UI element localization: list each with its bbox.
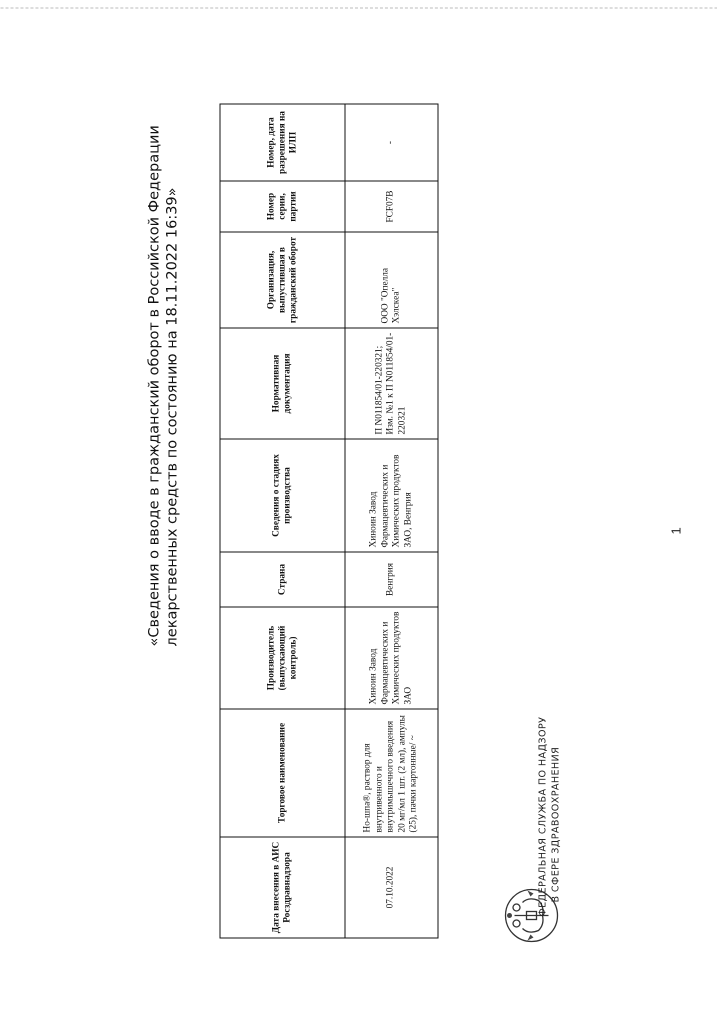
cell-entry-date: 07.10.2022 [345,837,438,938]
document-title-line-1: «Сведения о вводе в гражданский оборот в Российской Федерации [146,124,162,646]
cell-country: Венгрия [345,552,438,607]
cell-batch-number: FCF07B [345,181,438,232]
header-trade-name: Торговое наименование [220,709,345,837]
cell-regulatory-docs: П N011854/01-220321; Изм. №1 к П N011854/01-220321 [345,328,438,439]
header-regulatory-docs: Нормативная документация [220,328,345,439]
document-title [145,124,181,646]
document-title-line-2: лекарственных средств по состоянию на 18.11.2022 16:39» [164,186,180,646]
header-entry-date: Дата внесения в АИС Росздравнадзора [220,837,345,938]
header-country: Страна [220,552,345,607]
header-batch-number: Номер серии, партии [220,181,345,232]
header-manufacturer: Производитель (выпускающий контроль) [220,607,345,709]
cell-production-stages: Хиноин Завод Фармацевтических и Химических продуктов ЗАО, Венгрия [345,439,438,552]
header-production-stages: Сведения о стадиях производства [220,439,345,552]
cell-manufacturer: Хиноин Завод Фармацевтических и Химических продуктов ЗАО [345,607,438,709]
table-header-row [220,104,345,938]
agency-name [536,696,562,916]
release-info-table [219,103,438,938]
scan-edge-marks [0,1,717,8]
cell-permit-number: - [345,104,438,181]
cell-trade-name: Но-шпа®, раствор для внутривенного и внутримышечного введения 20 мг/мл 1 шт. (2 мл), ампулы (25), пачки картонные/ ~ [345,709,438,837]
page-number: 1 [668,526,683,534]
agency-name-line-2: В СФЕРЕ ЗДРАВООХРАНЕНИЯ [550,746,561,902]
cell-releasing-organization: ООО "Опелла Хэлскеа" [345,232,438,328]
header-permit-number: Номер, дата разрешения на ИЛП [220,104,345,181]
agency-name-line-1: ФЕДЕРАЛЬНАЯ СЛУЖБА ПО НАДЗОРУ [537,716,548,916]
table-row [345,104,438,938]
header-releasing-organization: Организация, выпустившая в гражданский оборот [220,232,345,328]
